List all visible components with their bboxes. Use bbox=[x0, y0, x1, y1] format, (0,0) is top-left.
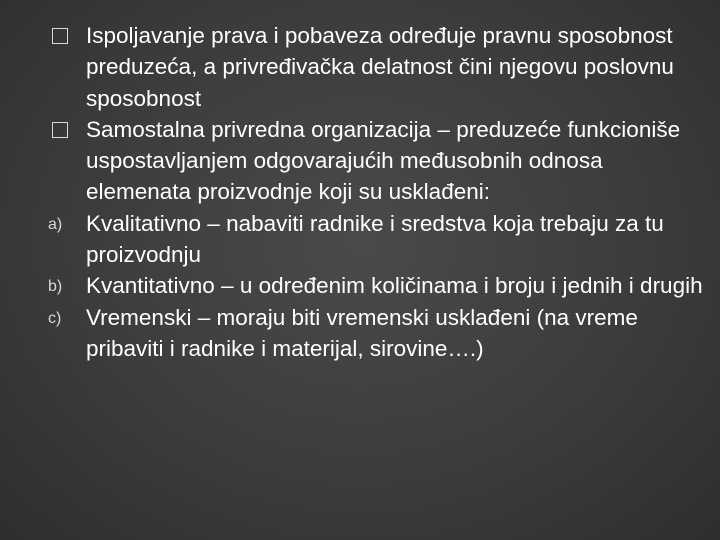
list-item bbox=[50, 208, 710, 271]
list-marker: a) bbox=[48, 215, 63, 233]
bullet-item bbox=[50, 20, 710, 114]
slide-content bbox=[50, 20, 710, 364]
bullet-text: Ispoljavanje prava i pobaveza određuje pravnu sposobnost preduzeća, a privređivačka delatnost čini njegovu poslovnu sposobnost bbox=[86, 23, 674, 111]
bullet-item bbox=[50, 114, 710, 208]
box-bullet-icon bbox=[52, 28, 68, 44]
list-item bbox=[50, 302, 710, 365]
box-bullet-icon bbox=[52, 122, 68, 138]
list-text: Kvantitativno – u određenim količinama i broju i jednih i drugih bbox=[86, 273, 703, 299]
list-marker: b) bbox=[48, 278, 63, 296]
bullet-text: Samostalna privredna organizacija – preduzeće funkcioniše uspostavljanjem odgovarajućih međusobnih odnosa elemenata proizvodnje koji su usklađeni: bbox=[86, 116, 681, 205]
list-text: Vremenski – moraju biti vremenski usklađeni (na vreme pribaviti i radnike i materijal, sirovine….) bbox=[86, 304, 638, 361]
list-marker: c) bbox=[48, 309, 62, 327]
list-item bbox=[50, 270, 710, 301]
list-text: Kvalitativno – nabaviti radnike i sredstva koja trebaju za tu proizvodnju bbox=[86, 210, 664, 268]
